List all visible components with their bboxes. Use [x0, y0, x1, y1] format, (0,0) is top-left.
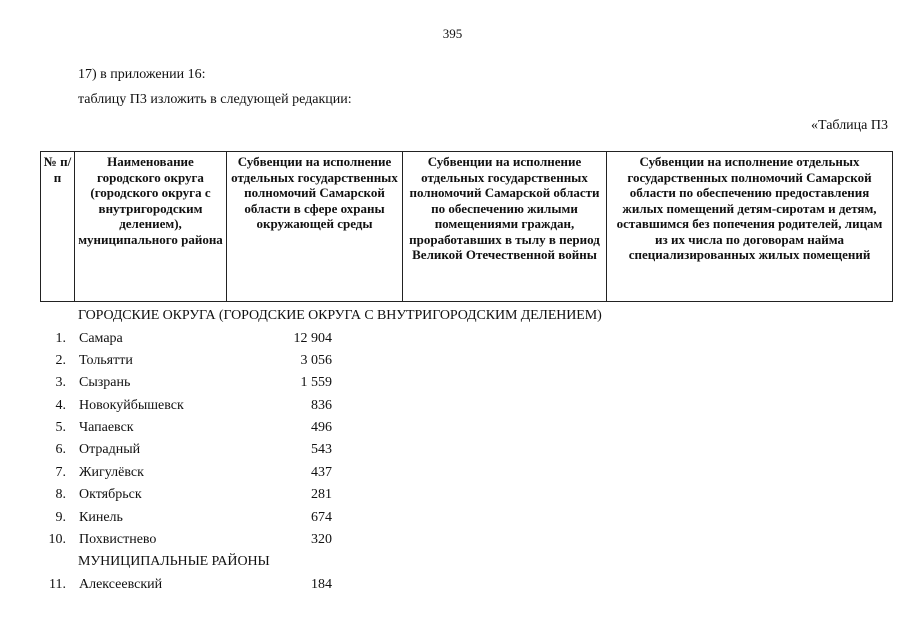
row-value: 836: [311, 398, 332, 413]
row-name: Алексеевский: [79, 577, 163, 592]
row-name: Новокуйбышевск: [79, 398, 184, 413]
row-name: Сызрань: [79, 375, 131, 390]
header-district-name: Наименование городского округа (городского округа с внутригородским делением), муниципального района: [75, 152, 227, 302]
row-number: 10.: [48, 532, 66, 547]
row-name: Самара: [79, 331, 123, 346]
row-number: 2.: [55, 353, 66, 368]
row-name: Чапаевск: [79, 420, 134, 435]
section-title-municipal-districts: МУНИЦИПАЛЬНЫЕ РАЙОНЫ: [78, 554, 270, 569]
row-value: 543: [311, 442, 332, 457]
page-number: 395: [442, 26, 463, 41]
row-number: 6.: [55, 442, 66, 457]
section-title-city-districts: ГОРОДСКИЕ ОКРУГА (ГОРОДСКИЕ ОКРУГА С ВНУТРИГОРОДСКИМ ДЕЛЕНИЕМ): [78, 308, 602, 323]
row-name: Жигулёвск: [79, 465, 144, 480]
row-value: 281: [311, 487, 332, 502]
header-war-housing-subvention: Субвенции на исполнение отдельных государственных полномочий Самарской области по обеспечению жилыми помещениями граждан, проработавших в тылу в период Великой Отечественной войны: [403, 152, 607, 302]
row-value: 496: [311, 420, 332, 435]
table-caption: «Таблица П3: [811, 118, 888, 133]
header-orphan-housing-subvention: Субвенции на исполнение отдельных государственных полномочий Самарской области по обеспечению предоставления жилых помещений детям-сиротам и детям, оставшимся без попечения родителей, лицам из их числа по договорам найма специализированных жилых помещений: [607, 152, 893, 302]
table-header: [40, 151, 893, 302]
row-name: Кинель: [79, 510, 123, 525]
header-row: [41, 152, 893, 302]
row-number: 3.: [55, 375, 66, 390]
row-value: 674: [311, 510, 332, 525]
row-number: 5.: [55, 420, 66, 435]
header-environment-subvention: Субвенции на исполнение отдельных государственных полномочий Самарской области в сфере охраны окружающей среды: [227, 152, 403, 302]
row-value: 437: [311, 465, 332, 480]
row-number: 7.: [55, 465, 66, 480]
header-number: № п/п: [41, 152, 75, 302]
row-number: 9.: [55, 510, 66, 525]
row-value: 184: [311, 577, 332, 592]
row-number: 8.: [55, 487, 66, 502]
row-number: 4.: [55, 398, 66, 413]
row-name: Октябрьск: [79, 487, 142, 502]
row-name: Похвистнево: [79, 532, 157, 547]
row-value: 12 904: [293, 331, 332, 346]
amendment-instruction: таблицу П3 изложить в следующей редакции:: [78, 92, 352, 107]
row-value: 320: [311, 532, 332, 547]
row-value: 3 056: [300, 353, 332, 368]
row-name: Тольятти: [79, 353, 133, 368]
row-number: 1.: [55, 331, 66, 346]
amendment-paragraph: 17) в приложении 16:: [78, 67, 206, 82]
row-value: 1 559: [300, 375, 332, 390]
row-number: 11.: [49, 577, 66, 592]
row-name: Отрадный: [79, 442, 141, 457]
